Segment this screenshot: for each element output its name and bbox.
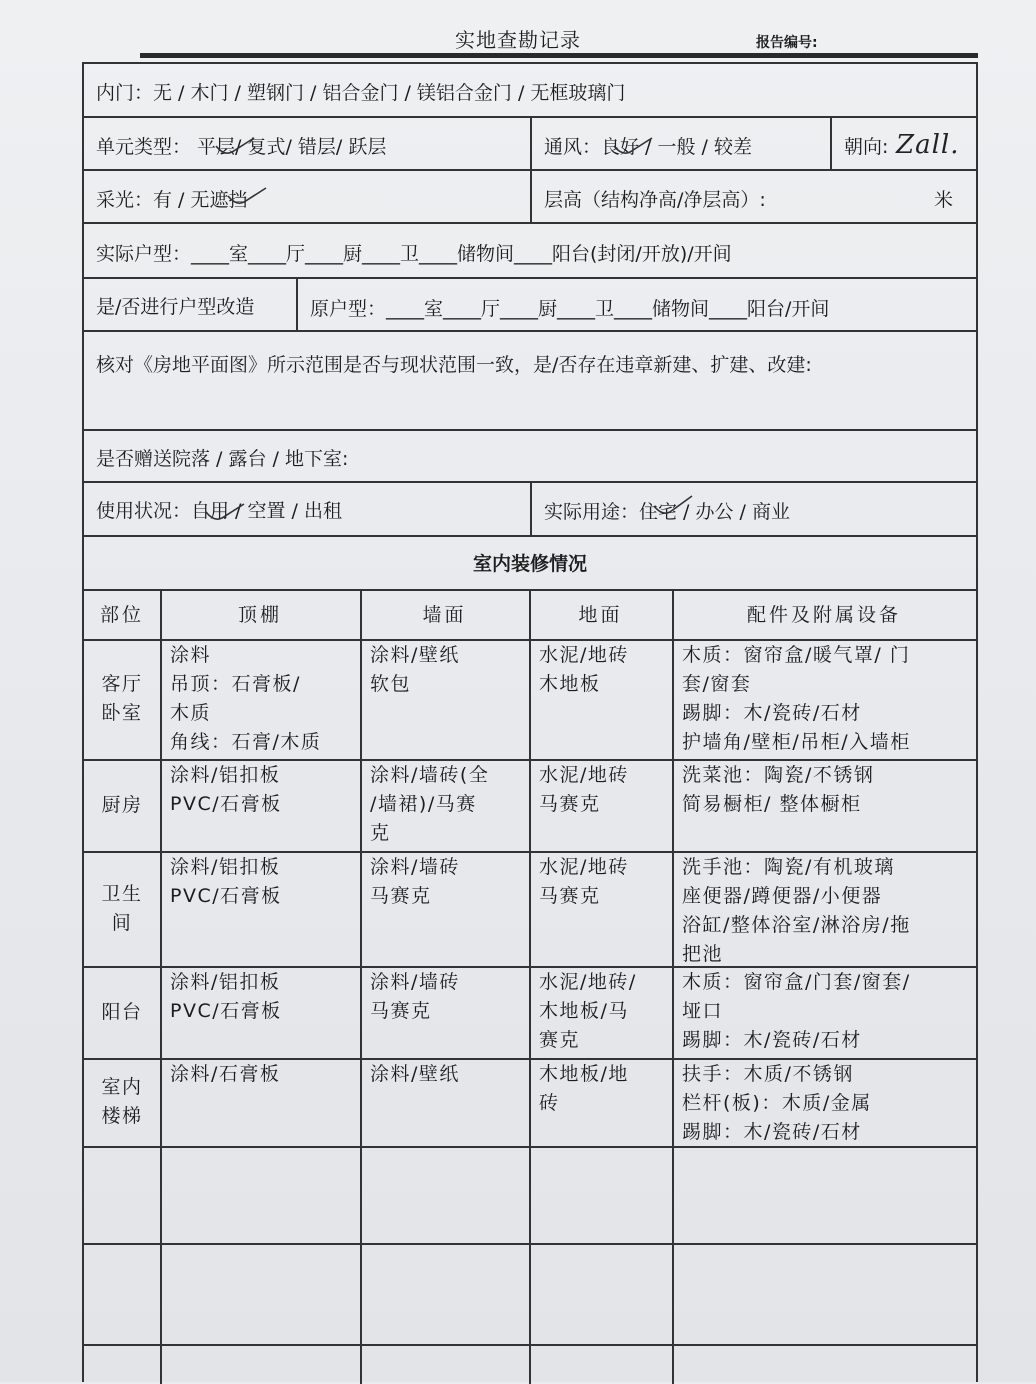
table-cell-line: 室内 [101, 1076, 143, 1098]
table-cell-line: 简易橱柜/ 整体橱柜 [682, 793, 862, 815]
table-cell-floor [539, 853, 668, 911]
table-cell-line: 厨房 [101, 793, 143, 816]
table-cell-wall [370, 853, 525, 911]
table-cell-part [84, 880, 160, 938]
usage-status-options: 使用状况：自用 / 空置 / 出租 [96, 500, 342, 522]
table-cell-line: 克 [370, 822, 391, 844]
floor-height-label: 层高（结构净高/净层高）: [544, 189, 766, 211]
table-cell-line: 木质 [170, 702, 212, 724]
document-title: 实地查勘记录 [455, 28, 581, 52]
table-cell-floor [539, 761, 668, 819]
table-cell-line: 马赛克 [539, 793, 601, 815]
table-header-part: 部位 [99, 604, 144, 626]
table-cell-line: 套/窗套 [682, 673, 752, 695]
report-number-label: 报告编号: [756, 35, 818, 51]
table-column-divider [160, 591, 162, 1384]
table-column-divider [529, 591, 531, 1384]
verify-question: 核对《房地平面图》所示范围是否与现状范围一致，是/否存在违章新建、扩建、改建: [96, 354, 812, 376]
table-cell-line: PVC/石膏板 [170, 793, 282, 815]
form-row-actual-layout [84, 224, 976, 279]
table-header-floor: 地面 [578, 604, 623, 626]
table-cell-fittings [682, 761, 972, 819]
table-cell-wall [370, 641, 525, 699]
table-cell-fittings [682, 968, 972, 1055]
lighting-options: 采光：有 / 无遮挡 [96, 189, 248, 211]
table-header-wall: 墙面 [422, 604, 467, 626]
table-cell-line: 涂料/墙砖 [370, 971, 460, 993]
decoration-section-header [84, 537, 976, 591]
table-cell-part [84, 670, 160, 728]
table-cell-line: 涂料/铝扣板 [170, 764, 281, 786]
table-cell-line: 座便器/蹲便器/小便器 [682, 885, 883, 907]
original-layout-field: 原户型：____室____厅____厨____卫____储物间____阳台/开间 [310, 298, 830, 320]
table-cell-line: PVC/石膏板 [170, 1000, 282, 1022]
table-cell-part [84, 791, 160, 820]
table-cell-wall [370, 968, 525, 1026]
floor-height-unit: 米 [934, 189, 954, 211]
table-cell-line: 洗手池：陶瓷/有机玻璃 [682, 856, 895, 878]
table-cell-line: 洗菜池：陶瓷/不锈钢 [682, 764, 875, 786]
table-cell-part [84, 1073, 160, 1131]
table-cell-ceiling [170, 641, 356, 757]
gift-question: 是否赠送院落 / 露台 / 地下室: [96, 448, 349, 470]
orientation-handwriting: Zall. [896, 130, 960, 160]
table-column-divider [672, 591, 674, 1384]
table-cell-line: 马赛克 [539, 885, 601, 907]
table-cell-line: 客厅 [101, 673, 143, 695]
table-cell-line: 踢脚：木/瓷砖/石材 [682, 702, 862, 724]
table-cell-wall [370, 1060, 525, 1089]
table-cell-ceiling [170, 968, 356, 1026]
form-row-gift [84, 431, 976, 483]
table-cell-line: 马赛克 [370, 885, 432, 907]
unit-type-options: 单元类型： 平层/ 复式/ 错层/ 跃层 [96, 136, 387, 158]
table-cell-line: PVC/石膏板 [170, 885, 282, 907]
table-cell-line: 踢脚：木/瓷砖/石材 [682, 1029, 862, 1051]
orientation-label: 朝向: [844, 136, 889, 158]
survey-form [82, 62, 978, 1382]
table-cell-line: 吊顶：石膏板/ [170, 673, 301, 695]
table-column-divider [360, 591, 362, 1384]
table-header-ceiling: 顶棚 [237, 604, 282, 626]
table-cell-line: 水泥/地砖 [539, 764, 629, 786]
table-cell-line: /墙裙)/马赛 [370, 793, 477, 815]
renovation-question: 是/否进行户型改造 [96, 296, 255, 318]
table-cell-line: 阳台 [101, 1000, 143, 1023]
table-cell-line: 涂料/铝扣板 [170, 856, 281, 878]
inner-door-options: 内门：无 / 木门 / 塑钢门 / 铝合金门 / 镁铝合金门 / 无框玻璃门 [96, 82, 626, 104]
title-rule [140, 53, 978, 58]
table-cell-line: 垭口 [682, 1000, 724, 1022]
form-row-inner-door [84, 64, 976, 118]
form-row-unit-type [84, 118, 976, 171]
table-cell-line: 护墙角/壁柜/吊柜/入墙柜 [682, 731, 911, 753]
table-cell-fittings [682, 853, 972, 969]
table-cell-wall [370, 761, 525, 848]
table-cell-line: 赛克 [539, 1029, 581, 1051]
table-cell-line: 涂料 [170, 644, 212, 666]
table-row-divider [84, 1344, 976, 1346]
table-cell-line: 涂料/石膏板 [170, 1063, 281, 1085]
table-cell-line: 卧室 [101, 702, 143, 724]
table-cell-line: 水泥/地砖 [539, 644, 629, 666]
form-row-renovation [84, 279, 976, 332]
table-cell-line: 涂料/墙砖 [370, 856, 460, 878]
table-row-divider [84, 1243, 976, 1245]
actual-use-options: 实际用途：住宅 / 办公 / 商业 [544, 501, 790, 523]
table-cell-line: 卫生 [101, 882, 143, 905]
ventilation-options: 通风：良好 / 一般 / 较差 [544, 136, 752, 158]
decoration-section-title: 室内装修情况 [472, 553, 587, 575]
table-cell-line: 栏杆(板)：木质/金属 [682, 1092, 872, 1114]
table-cell-line: 把池 [682, 943, 724, 965]
form-row-usage [84, 483, 976, 537]
actual-layout-field: 实际户型：____室____厅____厨____卫____储物间____阳台(封闭/开放)/开间 [96, 243, 732, 265]
table-cell-line: 水泥/地砖/ [539, 971, 637, 993]
table-cell-floor [539, 968, 668, 1055]
table-cell-ceiling [170, 761, 356, 819]
table-cell-line: 木质：窗帘盒/暖气罩/ 门 [682, 644, 911, 666]
table-cell-line: 踢脚：木/瓷砖/石材 [682, 1121, 862, 1143]
table-cell-line: 木质：窗帘盒/门套/窗套/ [682, 971, 911, 993]
table-header-fittings: 配件及附属设备 [746, 604, 901, 626]
table-cell-line: 浴缸/整体浴室/淋浴房/拖 [682, 914, 911, 936]
form-row-lighting [84, 171, 976, 224]
table-cell-line: 砖 [539, 1092, 560, 1114]
table-cell-line: 扶手：木质/不锈钢 [682, 1063, 854, 1085]
table-cell-line: 涂料/壁纸 [370, 644, 460, 666]
table-cell-line: 水泥/地砖 [539, 856, 629, 878]
table-cell-line: 间 [111, 911, 133, 934]
table-cell-line: 软包 [370, 673, 412, 695]
table-cell-floor [539, 1060, 668, 1118]
table-cell-line: 马赛克 [370, 1000, 432, 1022]
table-cell-fittings [682, 1060, 972, 1147]
table-cell-ceiling [170, 853, 356, 911]
decoration-table [84, 591, 976, 1384]
table-cell-line: 楼梯 [101, 1105, 143, 1127]
table-cell-line: 涂料/墙砖(全 [370, 764, 490, 786]
form-row-verify [84, 332, 976, 431]
table-cell-part [84, 998, 160, 1027]
table-cell-line: 涂料/壁纸 [370, 1063, 460, 1085]
table-cell-line: 木地板/马 [539, 1000, 629, 1022]
table-cell-fittings [682, 641, 972, 757]
table-cell-line: 木地板/地 [539, 1063, 629, 1085]
table-cell-line: 涂料/铝扣板 [170, 971, 281, 993]
table-cell-floor [539, 641, 668, 699]
table-cell-line: 角线：石膏/木质 [170, 731, 322, 753]
table-cell-line: 木地板 [539, 673, 601, 695]
table-cell-ceiling [170, 1060, 356, 1089]
